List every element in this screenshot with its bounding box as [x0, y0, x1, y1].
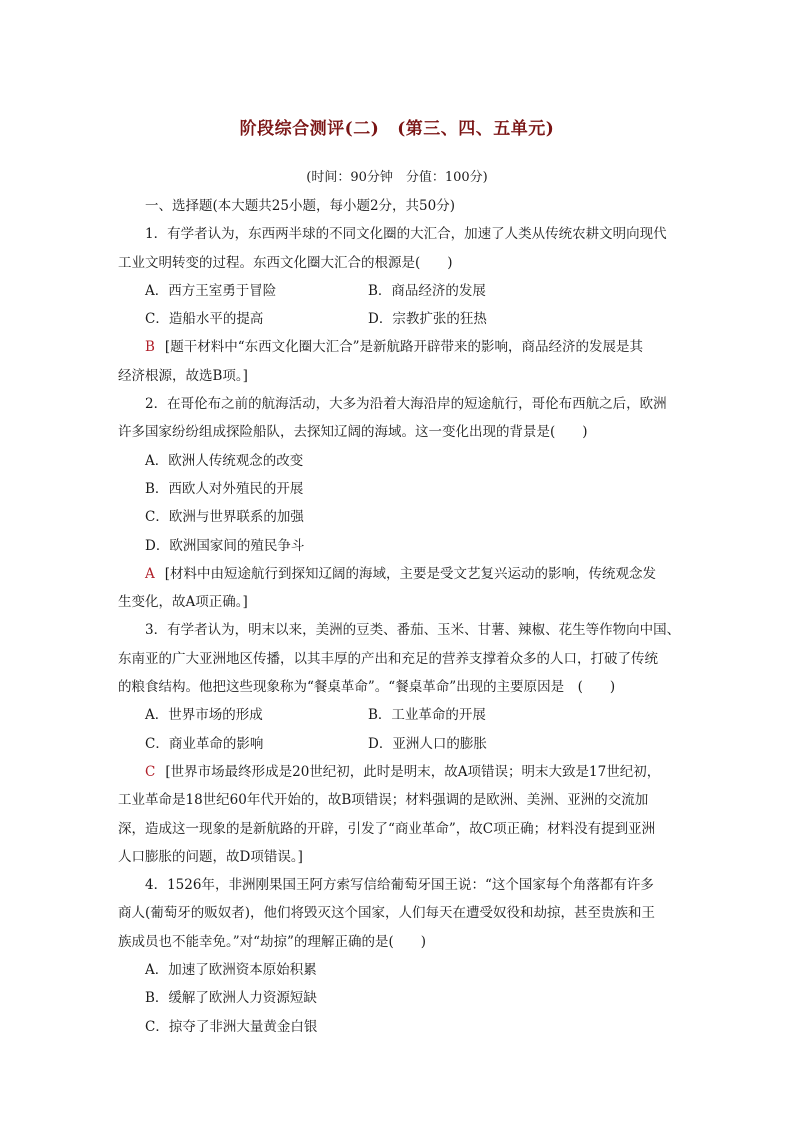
q3-stem-line2: 东南亚的广大亚洲地区传播，以其丰厚的产出和充足的营养支撑着众多的人口，打破了传统	[118, 650, 658, 667]
q2-option-b: B．西欧人对外殖民的开展	[145, 480, 304, 497]
q1-option-a: A．西方王室勇于冒险	[145, 282, 277, 299]
q2-option-a: A．欧洲人传统观念的改变	[145, 452, 304, 469]
q1-explanation-line1	[118, 333, 686, 361]
q3-answer: C	[145, 763, 156, 780]
section-heading: 一、选择题(本大题共25小题，每小题2分，共50分)	[145, 198, 455, 214]
q1-explanation-text: [题干材料中“东西文化圈大汇合”是新航路开辟带来的影响，商品经济的发展是其	[164, 339, 643, 356]
q1-options-row2	[118, 305, 686, 333]
q2-option-c: C．欧洲与世界联系的加强	[145, 509, 304, 526]
q1-stem-line1: 1．有学者认为，东西两半球的不同文化圈的大汇合，加速了人类从传统农耕文明向现代	[145, 226, 667, 243]
q4-option-b: B．缓解了欧洲人力资源短缺	[145, 990, 317, 1007]
q3-explanation-text: [世界市场最终形成是20世纪初，此时是明末，故A项错误；明末大致是17世纪初，	[165, 763, 661, 780]
q3-option-a: A．世界市场的形成	[145, 707, 263, 724]
q1-option-d: D．宗教扩张的狂热	[368, 311, 487, 328]
q1-option-c: C．造船水平的提高	[145, 311, 264, 328]
q3-explanation-line3: 深，造成这一现象的是新航路的开辟，引发了“商业革命”，故C项正确；材料没有提到亚洲	[118, 820, 656, 837]
q1-answer: B	[145, 339, 155, 356]
q4-option-c: C．掠夺了非洲大量黄金白银	[145, 1018, 318, 1035]
q3-options-row1	[118, 701, 686, 729]
q1-explanation-line2: 经济根源，故选B项。]	[118, 367, 248, 384]
q3-option-b: B．工业革命的开展	[368, 707, 486, 724]
q3-explanation-line1	[118, 758, 686, 786]
q1-options-row1	[118, 277, 686, 305]
title-main: 阶段综合测评(二)	[239, 119, 380, 139]
q2-explanation-line2: 生变化，故A项正确。]	[118, 594, 248, 611]
q2-explanation-text: [材料中由短途航行到探知辽阔的海域，主要是受文艺复兴运动的影响，传统观念发	[164, 565, 657, 582]
q3-explanation-line2: 工业革命是18世纪60年代开始的，故B项错误；材料强调的是欧洲、美洲、亚洲的交流加	[118, 792, 649, 809]
q3-explanation-line4: 人口膨胀的问题，故D项错误。]	[118, 848, 303, 865]
q3-option-c: C．商业革命的影响	[145, 735, 264, 752]
q2-option-d: D．欧洲国家间的殖民争斗	[145, 537, 305, 554]
q4-option-a: A．加速了欧洲资本原始积累	[145, 962, 317, 979]
title-suffix: (第三、四、五单元)	[397, 119, 555, 139]
q1-option-b: B．商品经济的发展	[368, 282, 486, 299]
q1-stem-line2: 工业文明转变的过程。东西文化圈大汇合的根源是( )	[118, 254, 453, 271]
q4-stem-line1: 4．1526年，非洲刚果国王阿方索写信给葡萄牙国王说：“这个国家每个角落都有许多	[145, 877, 654, 894]
question-list	[118, 192, 686, 1041]
q3-option-d: D．亚洲人口的膨胀	[368, 735, 487, 752]
q2-answer: A	[145, 565, 155, 582]
q3-stem-line3: 的粮食结构。他把这些现象称为“餐桌革命”。“餐桌革命”出现的主要原因是 ( )	[118, 679, 616, 696]
q2-stem-line1: 2．在哥伦布之前的航海活动，大多为沿着大海沿岸的短途航行，哥伦布西航之后，欧洲	[145, 396, 667, 413]
q3-options-row2	[118, 730, 686, 758]
q2-stem-line2: 许多国家纷纷组成探险船队，去探知辽阔的海域。这一变化出现的背景是( )	[118, 424, 588, 441]
q4-stem-line2: 商人(葡萄牙的贩奴者)，他们将毁灭这个国家，人们每天在遭受奴役和劫掠，甚至贵族和王	[118, 905, 656, 922]
page-title	[0, 114, 794, 139]
q2-explanation-line1	[118, 560, 686, 588]
exam-time-score: (时间：90分钟 分值：100分)	[306, 170, 488, 185]
q4-stem-line3: 族成员也不能幸免。”对“劫掠”的理解正确的是( )	[118, 933, 426, 950]
q3-stem-line1: 3．有学者认为，明末以来，美洲的豆类、番茄、玉米、甘薯、辣椒、花生等作物向中国、	[145, 622, 681, 639]
